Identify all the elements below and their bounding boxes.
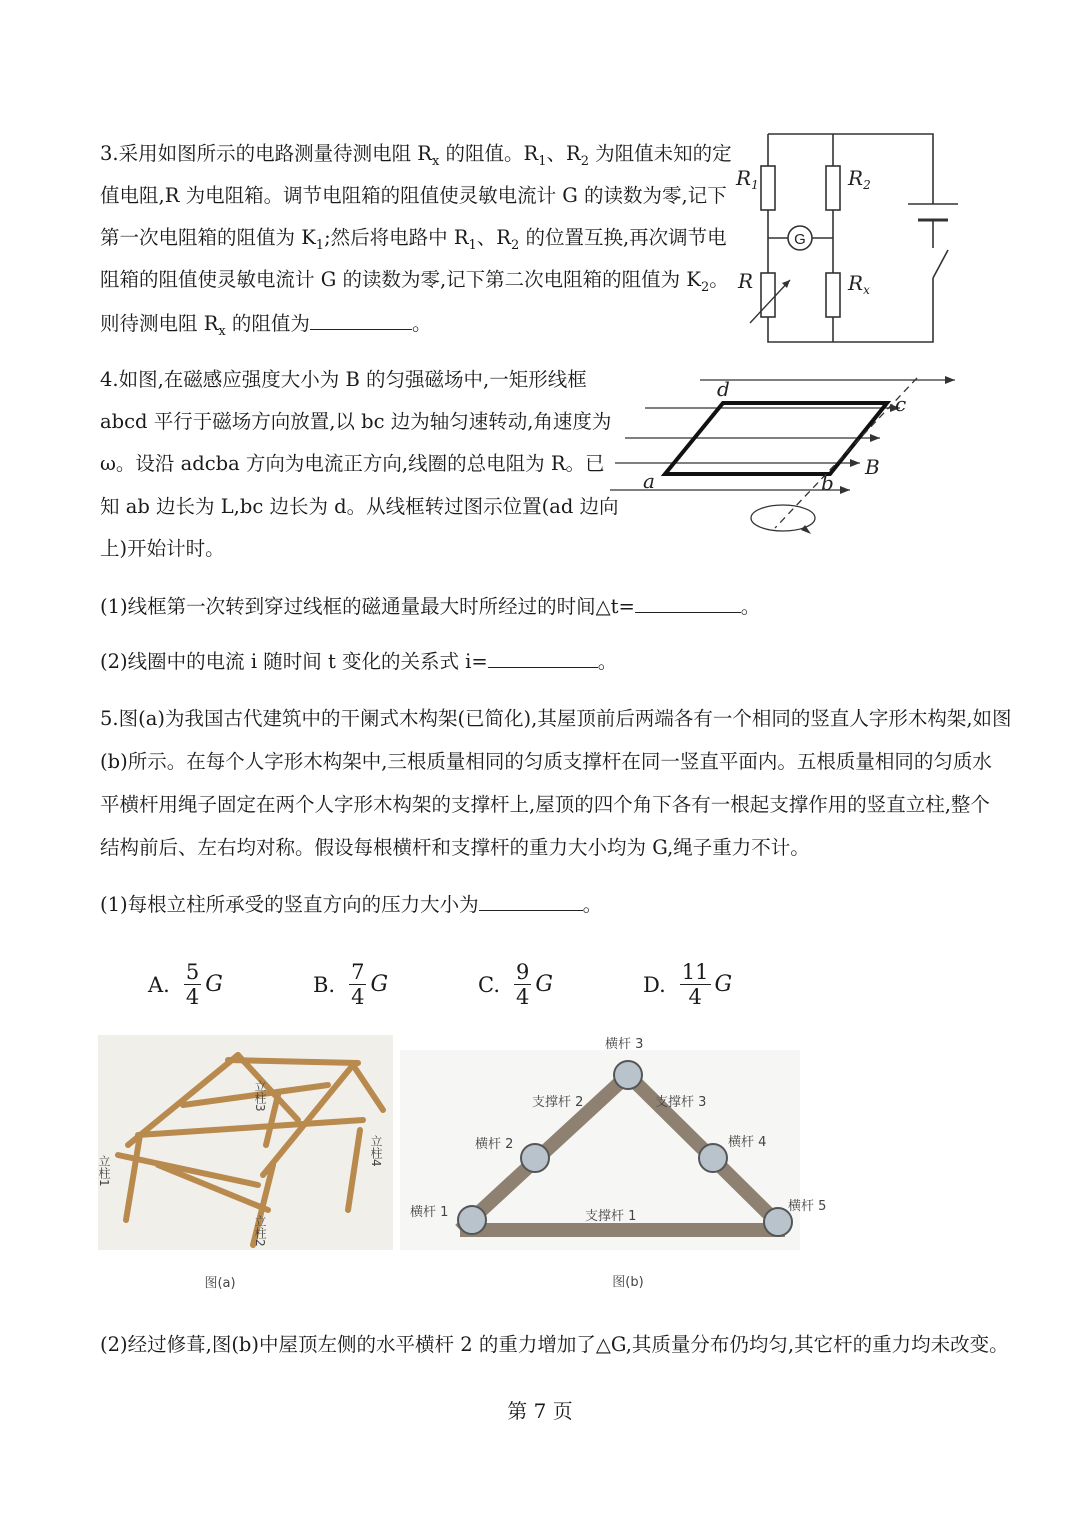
q4-sub1-blank [635,594,741,613]
option-b[interactable]: B. $\frac{7}{4}$ G [313,960,389,1009]
fig-b-caption: 图(b) [612,1275,644,1290]
label-r1: $R_1$ [736,166,759,192]
q5-sub-1: (1)每根立柱所承受的竖直方向的压力大小为 。 [100,893,603,916]
q5-line-1: 5.图(a)为我国古代建筑中的干阑式木构架(已简化),其屋顶前后两端各有一个相同的竖直人字形木构架,如图 [100,707,1012,730]
strut-3-label: 支撑杆 3 [655,1095,707,1110]
q3-answer-blank [310,311,412,330]
q4-line-5: 上)开始计时。 [100,537,225,560]
q4-line-1: 4.如图,在磁感应强度大小为 B 的匀强磁场中,一矩形线框 [100,368,587,391]
option-d[interactable]: D. $\frac{11}{4}$ G [643,960,733,1009]
label-r: R [738,269,754,293]
strut-1-label: 支撑杆 1 [585,1209,637,1224]
beam-4-label: 横杆 4 [728,1135,767,1150]
coil-label-d: d [717,377,730,401]
q3-line-4: 阻箱的阻值使灵敏电流计 G 的读数为零,记下第二次电阻箱的阻值为 $K_2$。 [100,268,729,295]
beam-1-label: 横杆 1 [410,1205,449,1220]
coil-label-a: a [643,469,655,493]
q3-line-3: 第一次电阻箱的阻值为 $K_1$;然后将电路中 $R_1$、$R_2$ 的位置互换,再次调节电 [100,226,727,253]
galvanometer-label: G [794,231,806,248]
beam-3-node [614,1061,642,1089]
fig-a-post4-label: 立柱4 [369,1135,383,1167]
q4-line-2: abcd 平行于磁场方向放置,以 bc 边为轴匀速转动,角速度为 [100,410,612,433]
fig-a-caption: 图(a) [204,1276,236,1291]
beam-4-node [699,1144,727,1172]
option-c[interactable]: C. $\frac{9}{4}$ G [478,960,553,1009]
strut-2-label: 支撑杆 2 [532,1095,584,1110]
fig-a-post3-label: 立柱3 [253,1080,267,1112]
fig-a-post2-label: 立柱2 [253,1215,267,1247]
q5-sub1-blank [479,892,583,911]
q4-sub-2: (2)线圈中的电流 i 随时间 t 变化的关系式 i= 。 [100,650,618,673]
switch-icon [933,250,948,278]
resistor-rx-icon [826,273,840,317]
q4-sub2-blank [488,649,598,668]
coil-label-c: c [895,392,907,416]
label-r2: $R_2$ [848,166,871,192]
q5-line-3: 平横杆用绳子固定在两个人字形木构架的支撑杆上,屋顶的四个角下各有一根起支撑作用的竖直立柱,整个 [100,793,990,816]
resistor-box-r-icon [761,273,775,317]
option-a[interactable]: A. $\frac{5}{4}$ G [148,960,223,1009]
fig-a-post1-label: 立柱1 [97,1155,111,1187]
q3-line-2: 值电阻,R 为电阻箱。调节电阻箱的阻值使灵敏电流计 G 的读数为零,记下 [100,184,727,207]
q5-line-2: (b)所示。在每个人字形木构架中,三根质量相同的匀质支撑杆在同一竖直平面内。五根质量相同的匀质水 [100,750,992,773]
beam-5-label: 横杆 5 [788,1199,827,1214]
label-rx: $R_x$ [848,271,870,297]
figure-b-triangle-frame [400,1030,827,1295]
resistor-r2-icon [826,166,840,210]
beam-3-label: 横杆 3 [605,1037,644,1052]
q4-line-3: ω。设沿 adcba 方向为电流正方向,线圈的总电阻为 R。已 [100,452,605,475]
q3-line-1: 3.采用如图所示的电路测量待测电阻 $R_x$ 的阻值。$R_1$、$R_2$ 为阻值未知的定 [100,142,732,169]
q4-sub-1: (1)线框第一次转到穿过线框的磁通量最大时所经过的时间△t= 。 [100,595,761,618]
coil-label-b: b [821,471,834,495]
q3-line-5: 则待测电阻 $R_x$ 的阻值为 。 [100,312,432,339]
q5-sub-2: (2)经过修葺,图(b)中屋顶左侧的水平横杆 2 的重力增加了△G,其质量分布仍均匀,其它杆的重力均未改变。 [100,1333,1009,1356]
coil-diagram [605,368,965,548]
field-label-b: B [865,455,880,479]
page-number: 第 7 页 [507,1399,573,1423]
figure-a-wooden-frame [98,1035,393,1295]
q5-line-4: 结构前后、左右均对称。假设每根横杆和支撑杆的重力大小均为 G,绳子重力不计。 [100,836,810,859]
beam-2-node [521,1144,549,1172]
resistor-r1-icon [761,166,775,210]
beam-1-node [458,1206,486,1234]
q4-line-4: 知 ab 边长为 L,bc 边长为 d。从线框转过图示位置(ad 边向 [100,495,619,518]
circuit-diagram [728,128,958,350]
beam-2-label: 横杆 2 [475,1137,514,1152]
